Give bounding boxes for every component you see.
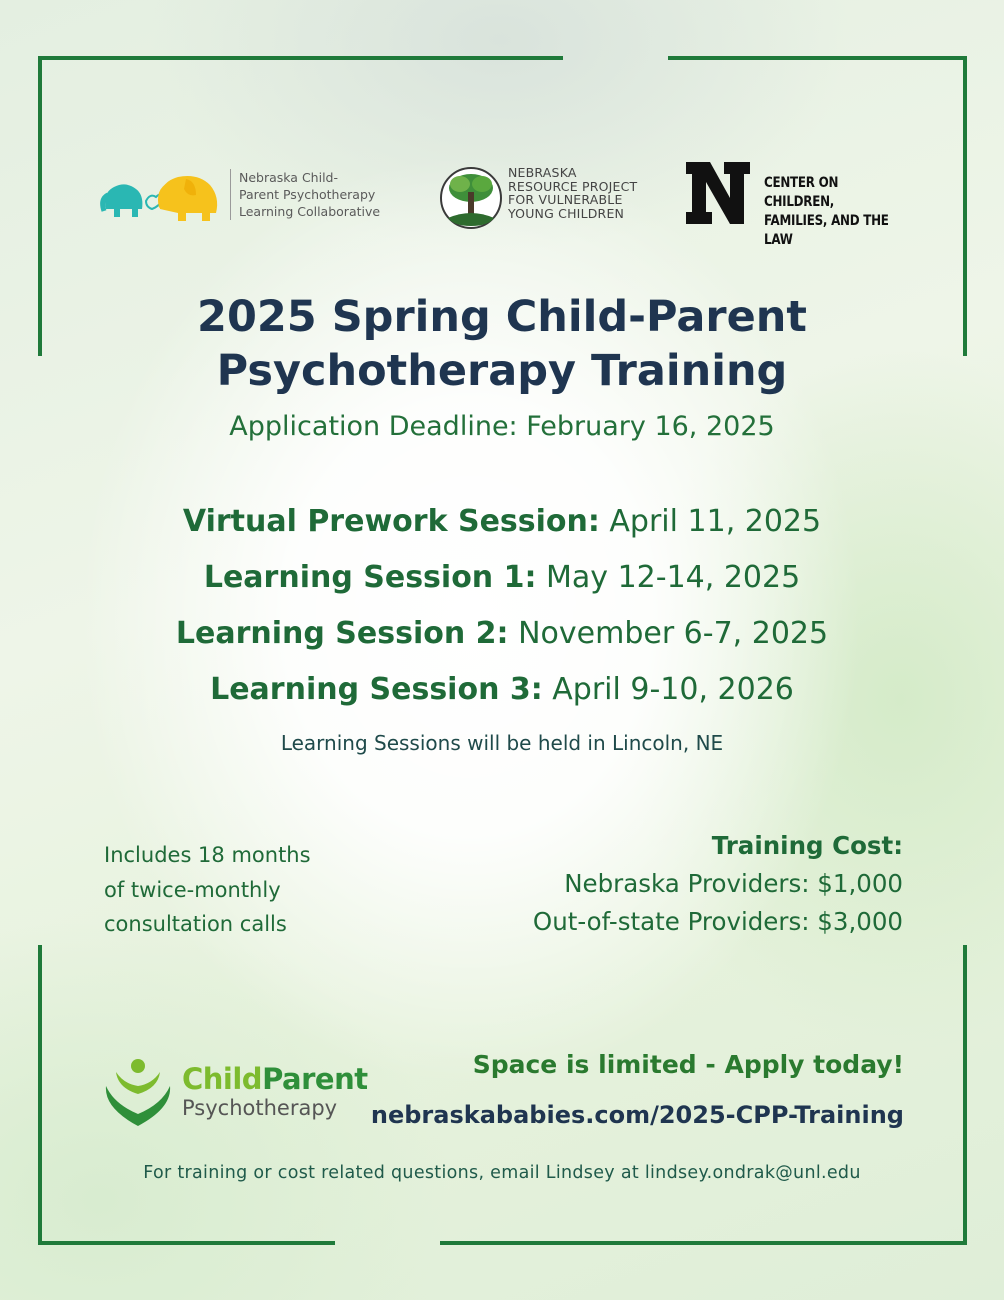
cpp-collaborative-logo-text [230,169,380,220]
child-parent-psychotherapy-logo [102,1058,372,1130]
heart-figure-icon [102,1058,174,1130]
border-right-bottom [963,945,967,1245]
tree-icon [438,162,504,232]
border-bottom-right [440,1241,967,1245]
resource-project-line1: NEBRASKA [508,165,577,180]
session-date: May 12-14, 2025 [536,560,801,595]
resource-project-line3: FOR VULNERABLE [508,192,623,207]
cpp-collaborative-line3: Learning Collaborative [239,204,381,219]
session-date: April 9-10, 2026 [542,672,794,707]
includes-note [104,838,384,942]
session-1 [0,560,1004,595]
resource-project-logo-text [508,166,637,220]
resource-project-line2: RESOURCE PROJECT [508,178,638,194]
session-3 [0,672,1004,707]
resource-project-line4: YOUNG CHILDREN [508,205,625,221]
border-top-left [38,56,563,60]
training-cost [533,827,903,941]
session-2 [0,616,1004,651]
border-left-bottom [38,945,42,1245]
border-bottom-left [38,1241,335,1245]
page-title-line2: Psychotherapy Training [216,346,788,396]
includes-line3: consultation calls [104,912,287,936]
ccfl-logo-text [764,174,902,250]
contact-note: For training or cost related questions, email Lindsey at lindsey.ondrak@unl.edu [143,1163,861,1183]
cpp-logo-name [182,1062,368,1096]
includes-line2: of twice-monthly [104,877,281,902]
session-date: November 6-7, 2025 [508,616,829,651]
application-deadline: Application Deadline: February 16, 2025 [229,411,775,442]
ccfl-line1: CENTER ON CHILDREN, [764,175,839,210]
cpp-collaborative-logo [100,165,400,225]
training-url-link[interactable]: nebraskababies.com/2025-CPP-Training [370,1101,904,1129]
ccfl-line2: FAMILIES, AND THE LAW [764,213,889,248]
session-label: Learning Session 2: [175,616,509,651]
session-date: April 11, 2025 [599,504,822,539]
cpp-logo-sub: Psychotherapy [182,1096,338,1120]
includes-line1: Includes 18 months [104,843,311,867]
session-label: Learning Session 3: [210,672,543,707]
cost-out-of-state: Out-of-state Providers: $3,000 [532,907,903,936]
location-note: Learning Sessions will be held in Lincoln, NE [280,731,724,755]
page-title [0,290,1004,398]
cpp-collaborative-line2: Parent Psychotherapy [239,187,376,202]
border-top-right [668,56,967,60]
session-prework [0,504,1004,539]
page-title-line1: 2025 Spring Child-Parent [197,292,807,342]
cost-nebraska: Nebraska Providers: $1,000 [564,869,903,898]
training-cost-heading: Training Cost: [711,831,903,860]
nebraska-n-icon [686,162,750,224]
session-label: Virtual Prework Session: [182,504,600,539]
cpp-logo-name-parent: Parent [262,1062,368,1096]
apply-cta: Space is limited - Apply today! [472,1050,904,1079]
cpp-logo-name-child: Child [182,1062,263,1096]
resource-project-logo [438,162,658,232]
ccfl-logo [686,162,926,248]
cpp-collaborative-line1: Nebraska Child- [239,170,338,185]
session-label: Learning Session 1: [203,560,537,595]
elephants-icon [100,165,222,225]
